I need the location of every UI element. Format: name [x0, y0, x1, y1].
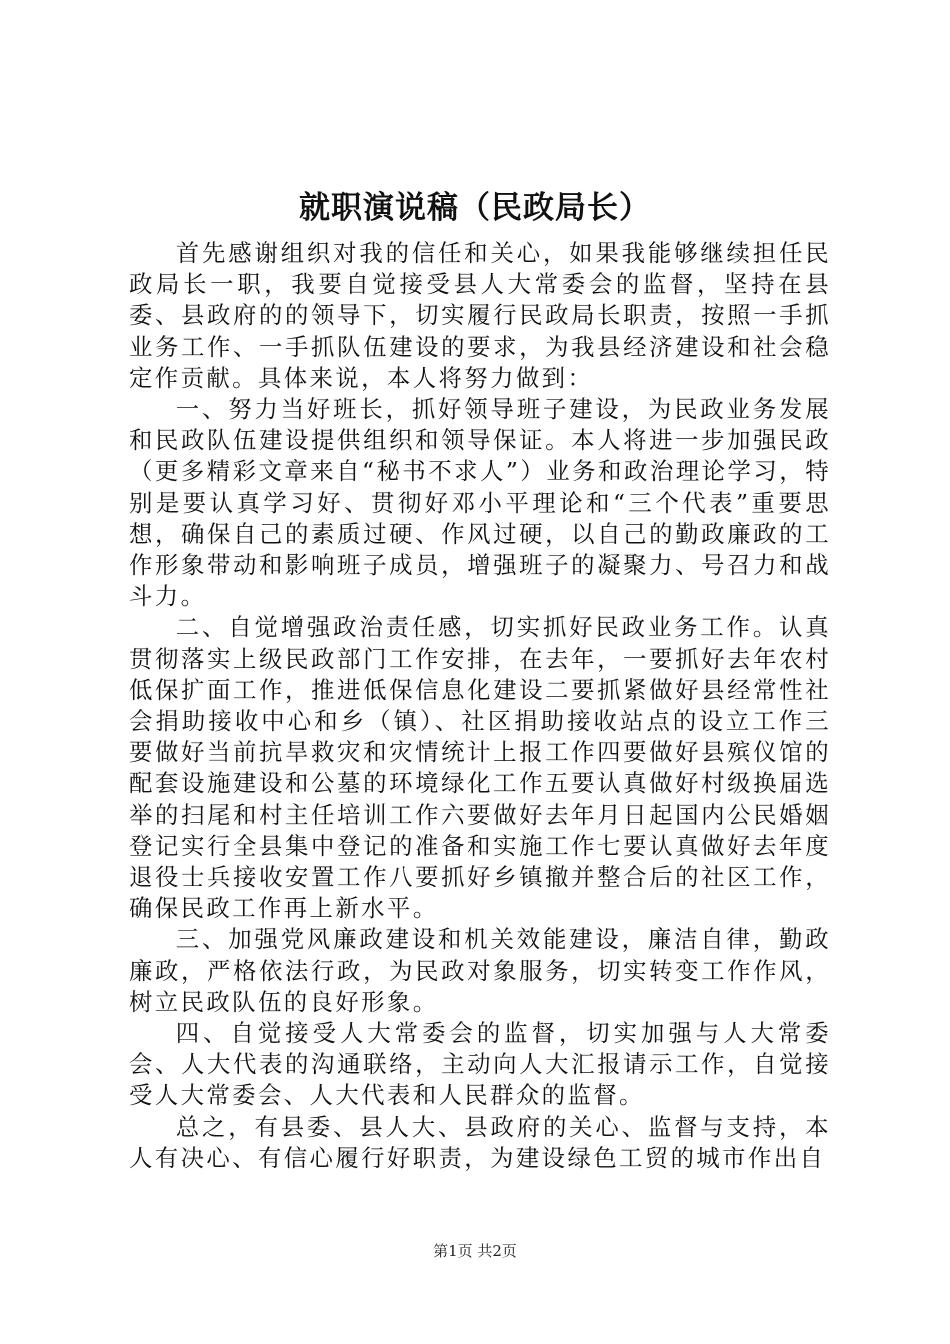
paragraph-item-2: 二、自觉增强政治责任感，切实抓好民政业务工作。认真贯彻落实上级民政部门工作安排，在去年，一要抓好去年农村低保扩面工作，推进低保信息化建设二要抓紧做好县经常性社会捐助接收中心和乡（镇）、社区捐助接收站点的设立工作三要做好当前抗旱救灾和灾情统计上报工作四要做好县殡仪馆的配套设施建设和公墓的环境绿化工作五要认真做好村级换届选举的扫尾和村主任培训工作六要做好去年月日起国内公民婚姻登记实行全县集中登记的准备和实施工作七要认真做好去年度退役士兵接收安置工作八要抓好乡镇撤并整合后的社区工作，确保民政工作再上新水平。	[129, 613, 831, 923]
paragraph-item-1: 一、努力当好班长，抓好领导班子建设，为民政业务发展和民政队伍建设提供组织和领导保证。本人将进一步加强民政（更多精彩文章来自“秘书不求人”）业务和政治理论学习，特别是要认真学习好、贯彻好邓小平理论和“三个代表”重要思想，确保自己的素质过硬、作风过硬，以自己的勤政廉政的工作形象带动和影响班子成员，增强班子的凝聚力、号召力和战斗力。	[129, 395, 831, 611]
paragraph-item-3: 三、加强党风廉政建设和机关效能建设，廉洁自律，勤政廉政，严格依法行政，为民政对象服务，切实转变工作作风，树立民政队伍的良好形象。	[129, 925, 831, 1016]
document-title: 就职演说稿（民政局长）	[299, 190, 651, 226]
paragraph-item-4: 四、自觉接受人大常委会的监督，切实加强与人大常委会、人大代表的沟通联络，主动向人大汇报请示工作，自觉接受人大常委会、人大代表和人民群众的监督。	[129, 1019, 831, 1110]
document-body	[129, 238, 831, 1174]
paragraph-intro: 首先感谢组织对我的信任和关心，如果我能够继续担任民政局长一职，我要自觉接受县人大常委会的监督，坚持在县委、县政府的的领导下，切实履行民政局长职责，按照一手抓业务工作、一手抓队伍建设的要求，为我县经济建设和社会稳定作贡献。具体来说，本人将努力做到：	[129, 239, 831, 392]
page-number-footer: 第1页 共2页	[433, 1242, 517, 1260]
paragraph-conclusion: 总之，有县委、县人大、县政府的关心、监督与支持，本人有决心、有信心履行好职责，为建设绿色工贸的城市作出自	[129, 1112, 831, 1172]
